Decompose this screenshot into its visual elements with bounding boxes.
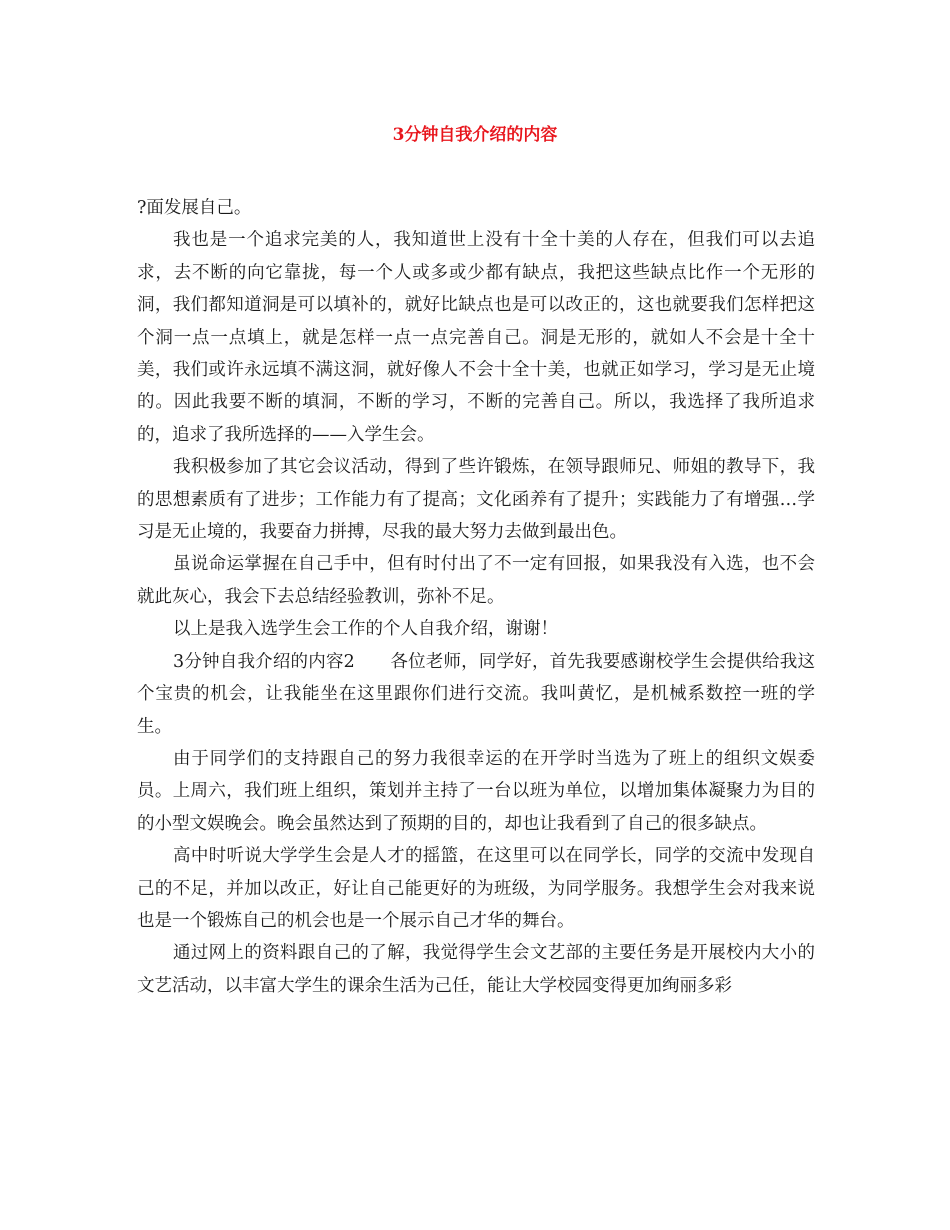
paragraph: 我也是一个追求完美的人，我知道世上没有十全十美的人存在，但我们可以去追求，去不断的向它靠拢，每一个人或多或少都有缺点，我把这些缺点比作一个无形的洞，我们都知道洞是可以填补的，就好比缺点也是可以改正的，这也就要我们怎样把这个洞一点一点填上，就是怎样一点一点完善自己。洞是无形的，就如人不会是十全十美，我们或许永远填不满这洞，就好像人不会十全十美，也就正如学习，学习是无止境的。因此我要不断的填洞，不断的学习，不断的完善自己。所以，我选择了我所追求的，追求了我所选择的——入学生会。 xyxy=(137,230,815,445)
paragraph: 虽说命运掌握在自己手中，但有时付出了不一定有回报，如果我没有入选，也不会就此灰心，我会下去总结经验教训，弥补不足。 xyxy=(137,554,815,607)
document-title: 3分钟自我介绍的内容 xyxy=(392,125,558,145)
paragraph: 我积极参加了其它会议活动，得到了些许锻炼，在领导跟师兄、师姐的教导下，我的思想素质有了进步；工作能力有了提高；文化函养有了提升；实践能力了有增强…学习是无止境的，我要奋力拼搏，尽我的最大努力去做到最出色。 xyxy=(137,457,815,543)
paragraph-continuation: ?面发展自己。 xyxy=(137,198,252,218)
paragraph: 由于同学们的支持跟自己的努力我很幸运的在开学时当选为了班上的组织文娱委员。上周六，我们班上组织，策划并主持了一台以班为单位，以增加集体凝聚力为目的的小型文娱晚会。晚会虽然达到了预期的目的，却也让我看到了自己的很多缺点。 xyxy=(137,748,815,834)
paragraph: 3分钟自我介绍的内容2 各位老师，同学好，首先我要感谢校学生会提供给我这个宝贵的机会，让我能坐在这里跟你们进行交流。我叫黄忆，是机械系数控一班的学生。 xyxy=(137,651,815,737)
paragraph: 高中时听说大学学生会是人才的摇篮，在这里可以在同学长，同学的交流中发现自己的不足，并加以改正，好让自己能更好的为班级，为同学服务。我想学生会对我来说也是一个锻炼自己的机会也是一个展示自己才华的舞台。 xyxy=(137,846,815,931)
paragraph: 通过网上的资料跟自己的了解，我觉得学生会文艺部的主要任务是开展校内大小的文艺活动，以丰富大学生的课余生活为己任，能让大学校园变得更加绚丽多彩 xyxy=(137,943,815,996)
paragraph: 以上是我入选学生会工作的个人自我介绍，谢谢！ xyxy=(173,619,558,640)
document-body xyxy=(137,192,815,1002)
